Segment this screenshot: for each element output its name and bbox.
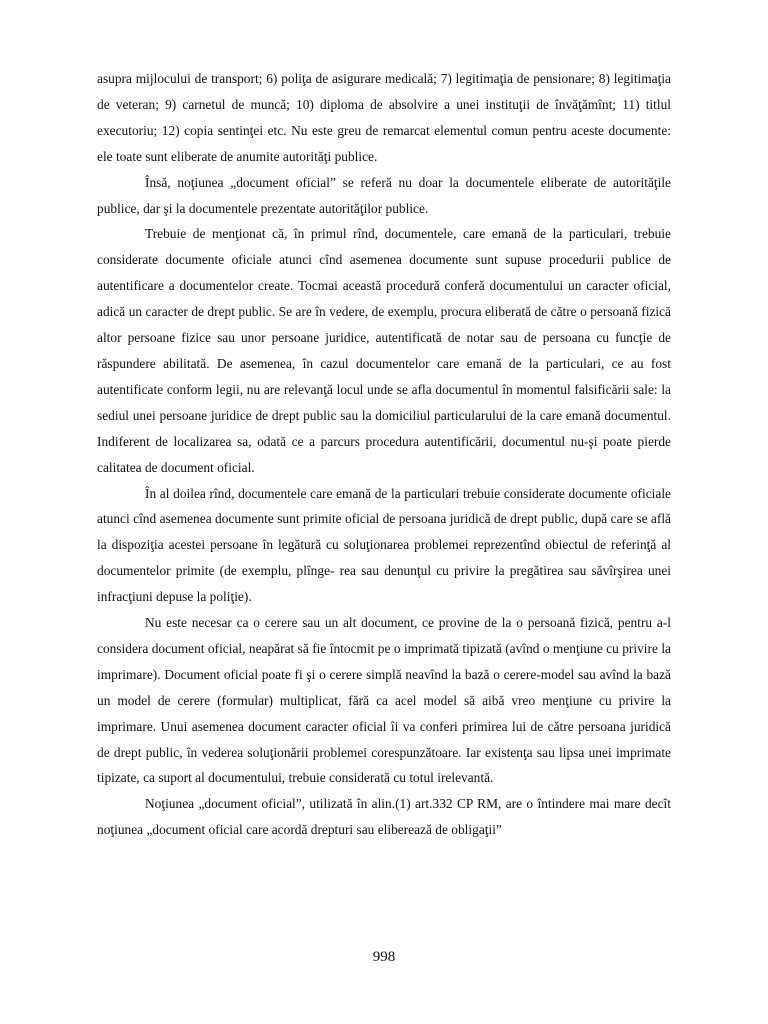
- paragraph: În al doilea rînd, documentele care emană de la particulari trebuie considerate documente oficiale atunci cînd asemenea documente sunt primite oficial de persoana juridică de drept public, după care se află la dispoziţia acestei persoane în legătură cu soluţionarea problemei reprezentînd obiectul de referinţă al documentelor primite (de exemplu, plînge- rea sau denunţul cu privire la pregătirea sau săvîrşirea unei infracţiuni depuse la poliţie).: [97, 485, 671, 605]
- paragraph: Însă, noţiunea „document oficial” se referă nu doar la documentele eliberate de autorităţile publice, dar şi la documentele prezentate autorităţilor publice.: [97, 174, 671, 216]
- paragraph: Nu este necesar ca o cerere sau un alt document, ce provine de la o persoană fizică, pentru a-l considera document oficial, neapărat să fie întocmit pe o imprimată tipizată (avînd o menţiune cu privire la imprimare). Document oficial poate fi şi o cerere simplă neavînd la bază o cerere-model sau avînd la bază un model de cerere (formular) multiplicat, fără ca acel model să aibă vreo menţiune cu privire la imprimare. Unui asemenea document caracter oficial îi va conferi primirea lui de către persoana juridică de drept public, în vederea soluţionării problemei corespunzătoare. Iar existenţa sau lipsa unei imprimate tipizate, ca suport al documentului, trebuie considerată cu totul irelevantă.: [97, 615, 671, 786]
- paragraph: asupra mijlocului de transport; 6) poliţa de asigurare medicală; 7) legitimaţia de pensionare; 8) legitimaţia de veteran; 9) carnetul de muncă; 10) diploma de absolvire a unei instituţii de învăţămînt; 11) titlul executoriu; 12) copia sentinţei etc. Nu este greu de remarcat elementul comun pentru aceste documente: ele toate sunt eliberate de anumite autorităţi publice.: [97, 71, 671, 164]
- page-number: 998: [372, 949, 396, 965]
- paragraph: Noţiunea „document oficial”, utilizată în alin.(1) art.332 CP RM, are o întindere mai mare decît noţiunea „document oficial care acordă drepturi sau eliberează de obligaţii”: [97, 796, 671, 838]
- body-text: [97, 66, 671, 843]
- paragraph: Trebuie de menţionat că, în primul rînd, documentele, care emană de la particulari, trebuie considerate documente oficiale atunci cînd asemenea documente sunt supuse procedurii publice de autentificare a documentelor create. Tocmai această procedură conferă documentului un caracter oficial, adică un caracter de drept public. Se are în vedere, de exemplu, procura eliberată de către o persoană fizică altor persoane fizice sau unor persoane juridice, autentificată de notar sau de persoana cu funcţie de răspundere abilitată. De asemenea, în cazul documentelor care emană de la particulari, ce au fost autentificate conform legii, nu are relevanţă locul unde se afla documentul în momentul falsificării sale: la sediul unei persoane juridice de drept public sau la domiciliul particularului de la care emană documentul. Indiferent de localizarea sa, odată ce a parcurs procedura autentificării, documentul nu-şi poate pierde calitatea de document oficial.: [97, 226, 671, 475]
